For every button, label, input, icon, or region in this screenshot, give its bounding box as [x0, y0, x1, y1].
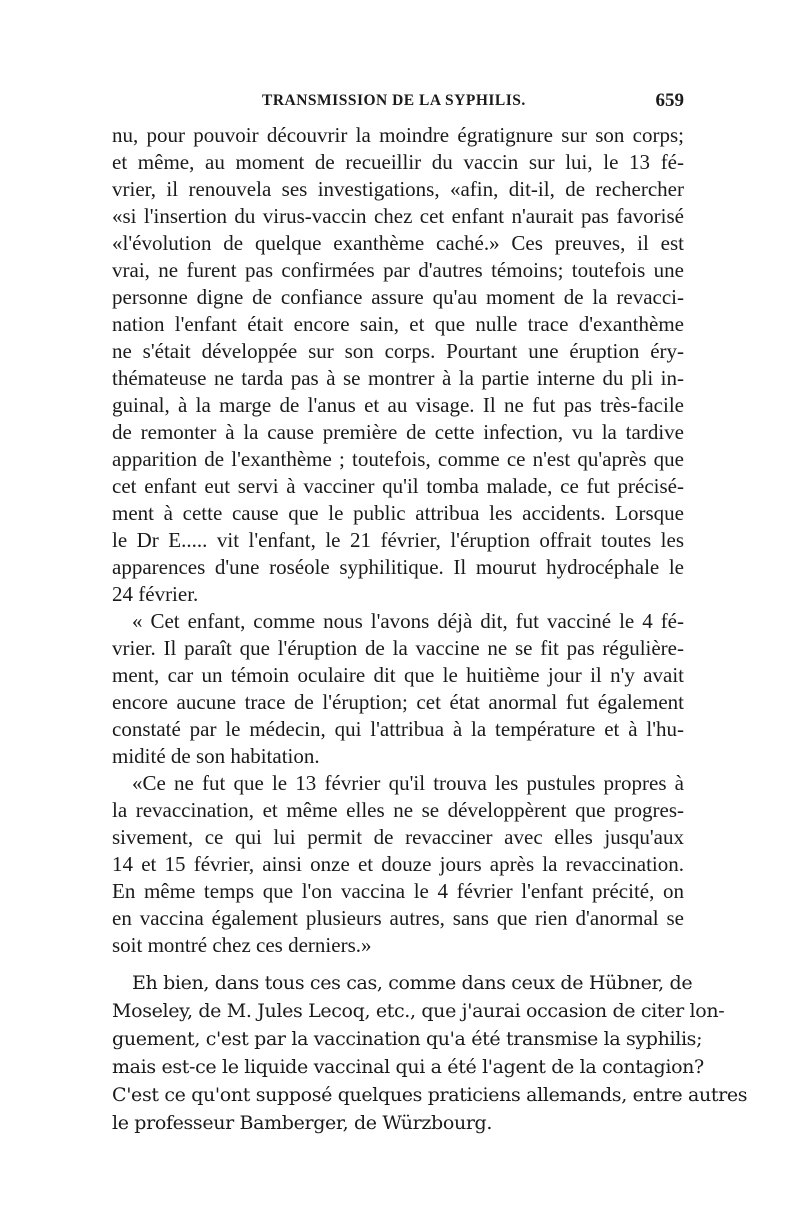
text-line: et même, au moment de recueillir du vaccin sur lui, le 13 fé-	[112, 150, 684, 174]
text-line: ment à cette cause que le public attribua les accidents. Lorsque	[112, 501, 684, 525]
text-line: personne digne de confiance assure qu'au moment de la revacci-	[112, 285, 684, 309]
running-title: TRANSMISSION DE LA SYPHILIS.	[262, 92, 526, 109]
page-number: 659	[655, 90, 684, 111]
text-line: guement, c'est par la vaccination qu'a été transmise la syphilis;	[112, 1028, 703, 1050]
text-line: 24 février.	[112, 582, 199, 606]
text-line: «si l'insertion du virus-vaccin chez cet enfant n'aurait pas favorisé	[112, 204, 684, 228]
text-line: le professeur Bamberger, de Würzbourg.	[112, 1112, 493, 1134]
text-line: vrier. Il paraît que l'éruption de la vaccine ne se fit pas régulière-	[112, 636, 684, 660]
text-line: nation l'enfant était encore sain, et que nulle trace d'exanthème	[112, 312, 684, 336]
text-line: de remonter à la cause première de cette infection, vu la tardive	[112, 420, 684, 444]
text-line: midité de son habitation.	[112, 744, 320, 768]
text-line: ment, car un témoin oculaire dit que le huitième jour il n'y avait	[112, 663, 684, 687]
text-line: cet enfant eut servi à vacciner qu'il tomba malade, ce fut précisé-	[112, 474, 684, 498]
text-line: guinal, à la marge de l'anus et au visage. Il ne fut pas très-facile	[112, 393, 684, 417]
text-line: thémateuse ne tarda pas à se montrer à la partie interne du pli in-	[112, 366, 684, 390]
text-line: la revaccination, et même elles ne se développèrent que progres-	[112, 798, 684, 822]
text-line: le Dr E..... vit l'enfant, le 21 février, l'éruption offrait toutes les	[112, 528, 684, 552]
text-line: C'est ce qu'ont supposé quelques praticiens allemands, entre autres	[112, 1084, 748, 1106]
text-line: apparences d'une roséole syphilitique. Il mourut hydrocéphale le	[112, 555, 684, 579]
text-line: Eh bien, dans tous ces cas, comme dans ceux de Hübner, de	[132, 972, 693, 994]
text-line: vrier, il renouvela ses investigations, «afin, dit-il, de rechercher	[112, 177, 684, 201]
paragraph	[112, 608, 684, 770]
text-line: encore aucune trace de l'éruption; cet état anormal fut également	[112, 690, 684, 714]
text-line: mais est-ce le liquide vaccinal qui a été l'agent de la contagion?	[112, 1056, 704, 1078]
text-line: nu, pour pouvoir découvrir la moindre égratignure sur son corps;	[112, 123, 684, 147]
text-line: constaté par le médecin, qui l'attribua à la température et à l'hu-	[112, 717, 684, 741]
text-line: sivement, ce qui lui permit de revacciner avec elles jusqu'aux	[112, 825, 684, 849]
text-line: «l'évolution de quelque exanthème caché.» Ces preuves, il est	[112, 231, 684, 255]
page-text	[112, 122, 748, 1137]
page-header	[112, 92, 684, 116]
paragraph	[112, 969, 748, 1137]
text-line: En même temps que l'on vaccina le 4 février l'enfant précité, on	[112, 879, 684, 903]
text-line: 14 et 15 février, ainsi onze et douze jours après la revaccination.	[112, 852, 684, 876]
text-line: vrai, ne furent pas confirmées par d'autres témoins; toutefois une	[112, 258, 684, 282]
text-line: Moseley, de M. Jules Lecoq, etc., que j'aurai occasion de citer lon-	[112, 1000, 725, 1022]
paragraph-gap	[112, 959, 684, 969]
text-line: apparition de l'exanthème ; toutefois, comme ce n'est qu'après que	[112, 447, 684, 471]
paragraph	[112, 770, 684, 959]
paragraph	[112, 122, 684, 608]
text-line: « Cet enfant, comme nous l'avons déjà dit, fut vacciné le 4 fé-	[132, 609, 684, 633]
text-line: soit montré chez ces derniers.»	[112, 933, 372, 957]
text-line: «Ce ne fut que le 13 février qu'il trouva les pustules propres à	[132, 771, 684, 795]
text-line: en vaccina également plusieurs autres, sans que rien d'anormal se	[112, 906, 684, 930]
text-line: ne s'était développée sur son corps. Pourtant une éruption éry-	[112, 339, 684, 363]
